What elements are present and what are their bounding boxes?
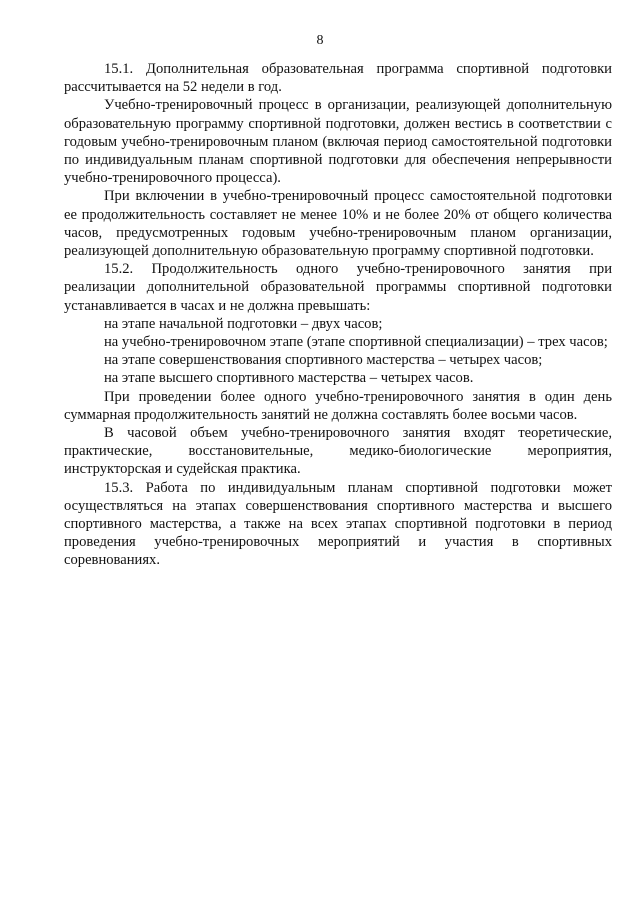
list-item-improvement-stage: на этапе совершенствования спортивного мастерства – четырех часов; [104,352,543,369]
list-item-higher-mastery-stage: на этапе высшего спортивного мастерства – четырех часов. [104,370,474,387]
list-item-training-stage: на учебно-тренировочном этапе (этапе спортивной специализации) – трех часов; [104,334,608,351]
paragraph-hourly-volume: В часовой объем учебно-тренировочного занятия входят теоретические, практические, восстановительные, медико-биологические мероприятия, инструкторская и судейская практика. [64,425,612,478]
list-item-initial-stage: на этапе начальной подготовки – двух часов; [104,315,383,332]
paragraph-daily-limit: При проведении более одного учебно-тренировочного занятия в один день суммарная продолжительность занятий не должна составлять более восьми часов. [64,388,612,423]
page-number: 8 [316,33,324,48]
paragraph-15-1: 15.1. Дополнительная образовательная программа спортивной подготовки рассчитывается на 52 недели в год. [64,61,612,96]
paragraph-15-3: 15.3. Работа по индивидуальным планам спортивной подготовки может осуществляться на этапах совершенствования спортивного мастерства и высшего спортивного мастерства, а также на всех этапах спортивной подготовки в период проведения учебно-тренировочных мероприятий и участия в спортивных соревнованиях. [64,479,612,569]
paragraph-training-process: Учебно-тренировочный процесс в организации, реализующей дополнительную образовательную программу спортивной подготовки, должен вестись в соответствии с годовым учебно-тренировочным планом (включая период самостоятельной подготовки по индивидуальным планам спортивной подготовки для обеспечения непрерывности учебно-тренировочного процесса). [64,97,612,187]
paragraph-15-2: 15.2. Продолжительность одного учебно-тренировочного занятия при реализации дополнительной образовательной программы спортивной подготовки устанавливается в часах и не должна превышать: [64,261,612,314]
paragraph-self-training: При включении в учебно-тренировочный процесс самостоятельной подготовки ее продолжительность составляет не менее 10% и не более 20% от общего количества часов, предусмотренных годовым учебно-тренировочным планом организации, реализующей дополнительную образовательную программу спортивной подготовки. [64,188,612,260]
document-body [64,60,612,570]
